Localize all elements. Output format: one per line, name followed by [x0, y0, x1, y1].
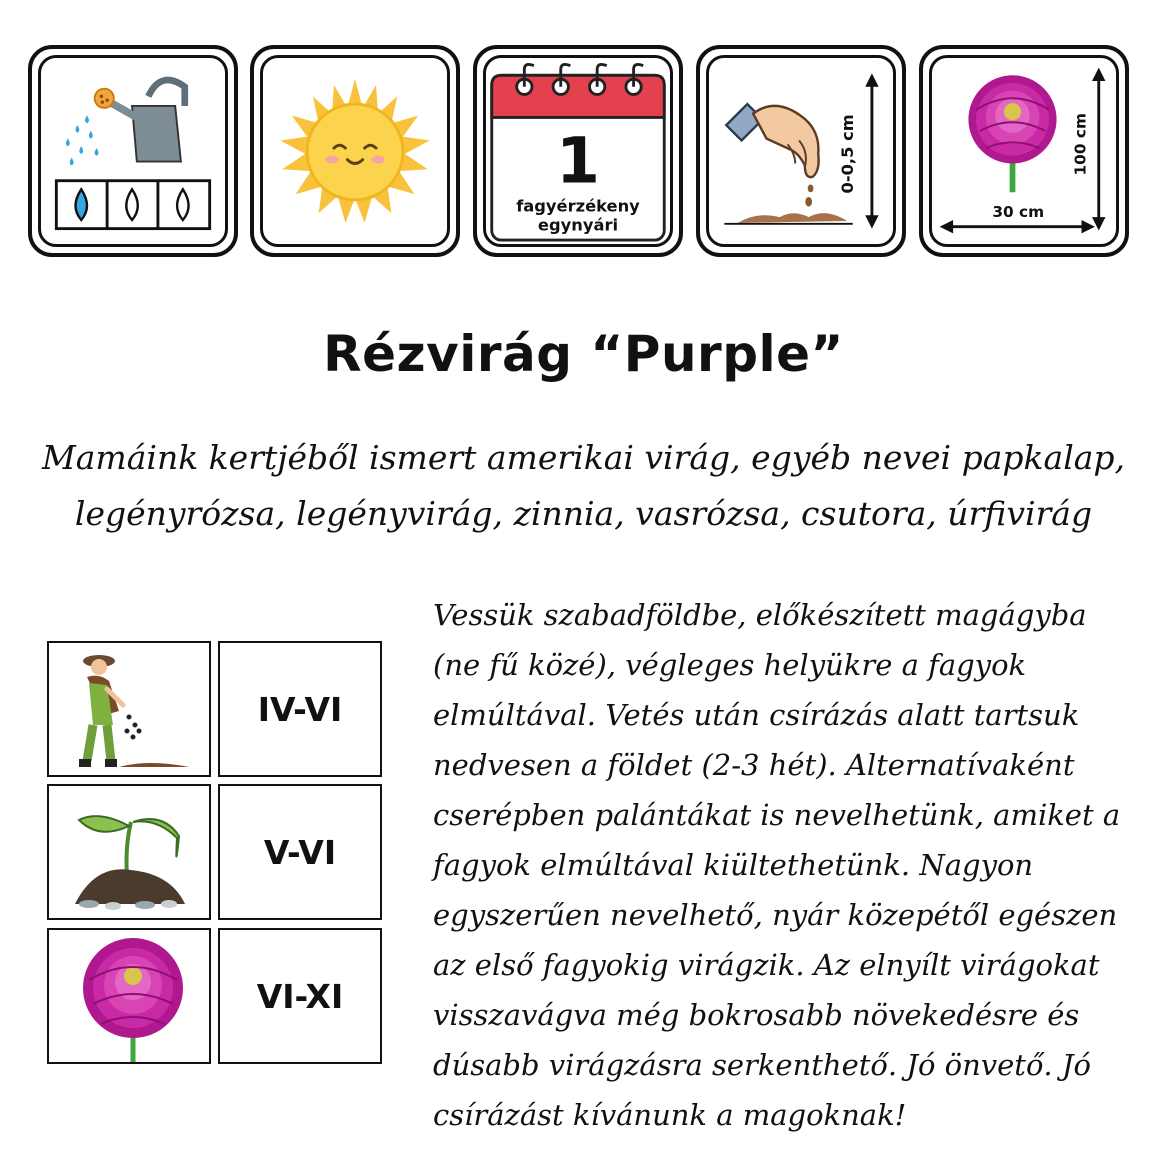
water-drop-filled-icon — [76, 189, 88, 220]
water-drop-empty-icon — [177, 189, 189, 220]
flower-size-icon — [932, 58, 1116, 244]
calendar-line1: fagyérzékeny — [516, 196, 640, 216]
watering-can-icon — [41, 58, 225, 244]
calendar-line2: egynyári — [537, 215, 619, 235]
seedling-icon-cell — [47, 784, 211, 920]
calendar-icon — [486, 58, 670, 244]
sowing-icon-cell — [47, 641, 211, 777]
farmer-sowing-icon — [49, 643, 209, 775]
plant-height-label: 100 cm — [1071, 113, 1090, 176]
hand-sowing-icon — [709, 58, 893, 244]
flower-icon-cell — [47, 928, 211, 1064]
description-text: Vessük szabadföldbe, előkészített magágyba (ne fű közé), végleges helyükre a fagyok elmúltával. Vetés után csírázás alatt tartsuk nedvesen a földet (2-3 hét). Alternatívaként cserépben palántákat is nevelhetünk, amiket a fagyok elmúltával kiültethetünk. Nagyon egyszerűen nevelhető, nyár közepétől egészen az első fagyokig virágzik. Az elnyílt virágokat visszavágva még bokrosabb növekedésre és dúsabb virágzásra serkenthető. Jó önvető. Jó csírázást kívánunk a magoknak! — [433, 598, 1121, 1132]
calendar-number: 1 — [555, 123, 601, 198]
plant-size-tile — [919, 45, 1129, 257]
sun-tile — [250, 45, 460, 257]
seedling-icon — [49, 786, 209, 918]
seedling-period: V-VI — [218, 784, 382, 920]
subtitle: Mamáink kertjéből ismert amerikai virág, egyéb nevei papkalap, legényrózsa, legényvirág, zinnia, vasrózsa, csutora, úrfivirág — [41, 438, 1126, 533]
sun-icon — [263, 58, 447, 244]
plant-width-label: 30 cm — [992, 203, 1045, 222]
watering-tile — [28, 45, 238, 257]
flowering-period: VI-XI — [218, 928, 382, 1064]
sowing-depth-label: 0-0,5 cm — [837, 114, 857, 194]
page-title: Rézvirág “Purple” — [323, 325, 844, 383]
calendar-tile — [473, 45, 683, 257]
zinnia-flower-icon — [49, 930, 209, 1062]
sowing-period: IV-VI — [218, 641, 382, 777]
sowing-depth-tile — [696, 45, 906, 257]
water-drop-empty-icon — [126, 189, 137, 220]
